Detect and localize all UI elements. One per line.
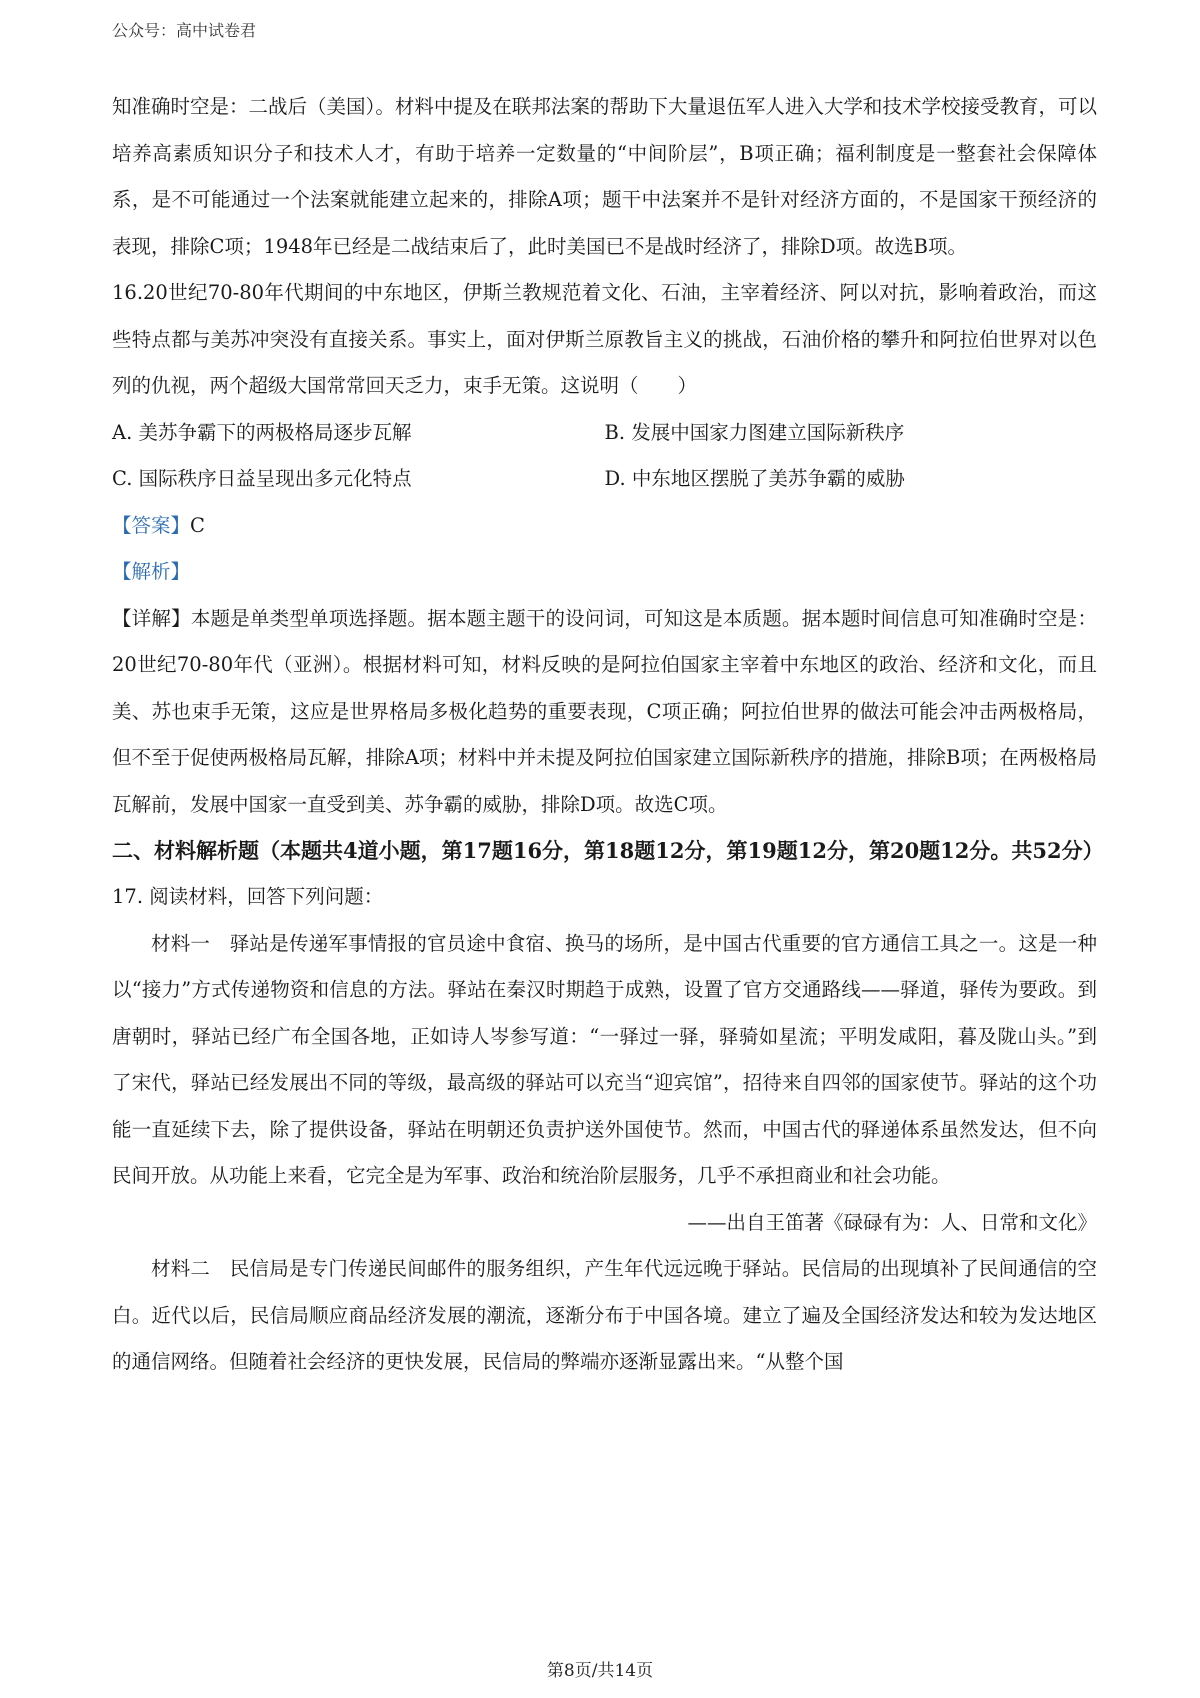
answer-tag: 【答案】 [112,513,191,537]
q16-option-b: B. 发展中国家力图建立国际新秩序 [604,420,905,444]
q17-material-1: 材料一 驿站是传递军事情报的官员途中食宿、换马的场所，是中国古代重要的官方通信工具之一。这是一种以“接力”方式传递物资和信息的方法。驿站在秦汉时期趋于成熟，设置了官方交通路线——驿道，驿传为要政。到唐朝时，驿站已经广布全国各地，正如诗人岑参写道：“一驿过一驿，驿骑如星流；平明发咸阳，暮及陇山头。”到了宋代，驿站已经发展出不同的等级，最高级的驿站可以充当“迎宾馆”，招待来自四邻的国家使节。驿站的这个功能一直延续下去，除了提供设备，驿站在明朝还负责护送外国使节。然而，中国古代的驿递体系虽然发达，但不向民间开放。从功能上来看，它完全是为军事、政治和统治阶层服务，几乎不承担商业和社会功能。 [112,931,1097,1187]
analysis-tag: 【解析】 [112,560,191,583]
q16-answer [112,503,1097,550]
q16-options [112,410,1097,503]
section-2-title: 二、材料解析题（本题共4道小题，第17题16分，第18题12分，第19题12分，第20题12分。共52分） [112,838,1104,863]
q16-detail: 【详解】本题是单类型单项选择题。据本题主题干的设问词，可知这是本质题。据本题时间信息可知准确时空是：20世纪70-80年代（亚洲）。根据材料可知，材料反映的是阿拉伯国家主宰着中东地区的政治、经济和文化，而且美、苏也束手无策，这应是世界格局多极化趋势的重要表现，C项正确；阿拉伯世界的做法可能会冲击两极格局，但不至于促使两极格局瓦解，排除A项；材料中并未提及阿拉伯国家建立国际新秩序的措施，排除B项；在两极格局瓦解前，发展中国家一直受到美、苏争霸的威胁，排除D项。故选C项。 [112,606,1097,816]
page-number: 第8页/共14页 [546,1661,654,1681]
document-body [112,84,1104,1386]
q15-explanation-tail: 知准确时空是：二战后（美国）。材料中提及在联邦法案的帮助下大量退伍军人进入大学和技术学校接受教育，可以培养高素质知识分子和技术人才，有助于培养一定数量的“中间阶层”，B项正确；福利制度是一整套社会保障体系，是不可能通过一个法案就能建立起来的，排除A项；题干中法案并不是针对经济方面的，不是国家干预经济的表现，排除C项；1948年已经是二战结束后了，此时美国已不是战时经济了，排除D项。故选B项。 [112,95,1097,258]
q17-stem: 17. 阅读材料，回答下列问题： [112,885,384,908]
q16-option-c: C. 国际秩序日益呈现出多元化特点 [112,467,412,490]
q16-analysis-heading [112,549,1097,596]
answer-value: C [190,513,205,537]
q16-stem: 16.20世纪70-80年代期间的中东地区，伊斯兰教规范着文化、石油，主宰着经济、阿以对抗，影响着政治，而这些特点都与美苏冲突没有直接关系。事实上，面对伊斯兰原教旨主义的挑战，石油价格的攀升和阿拉伯世界对以色列的仇视，两个超级大国常常回天乏力，束手无策。这说明（ ） [112,281,1097,397]
q16-option-d: D. 中东地区摆脱了美苏争霸的威胁 [604,467,905,490]
q16-option-a: A. 美苏争霸下的两极格局逐步瓦解 [112,420,412,444]
q17-material-1-source: ——出自王笛著《碌碌有为：人、日常和文化》 [687,1210,1097,1234]
page-header: 公众号：高中试卷君 [112,21,257,40]
q17-material-2: 材料二 民信局是专门传递民间邮件的服务组织，产生年代远远晚于驿站。民信局的出现填补了民间通信的空白。近代以后，民信局顺应商品经济发展的潮流，逐渐分布于中国各境。建立了遍及全国经济发达和较为发达地区的通信网络。但随着社会经济的更快发展，民信局的弊端亦逐渐显露出来。“从整个国 [112,1257,1097,1373]
